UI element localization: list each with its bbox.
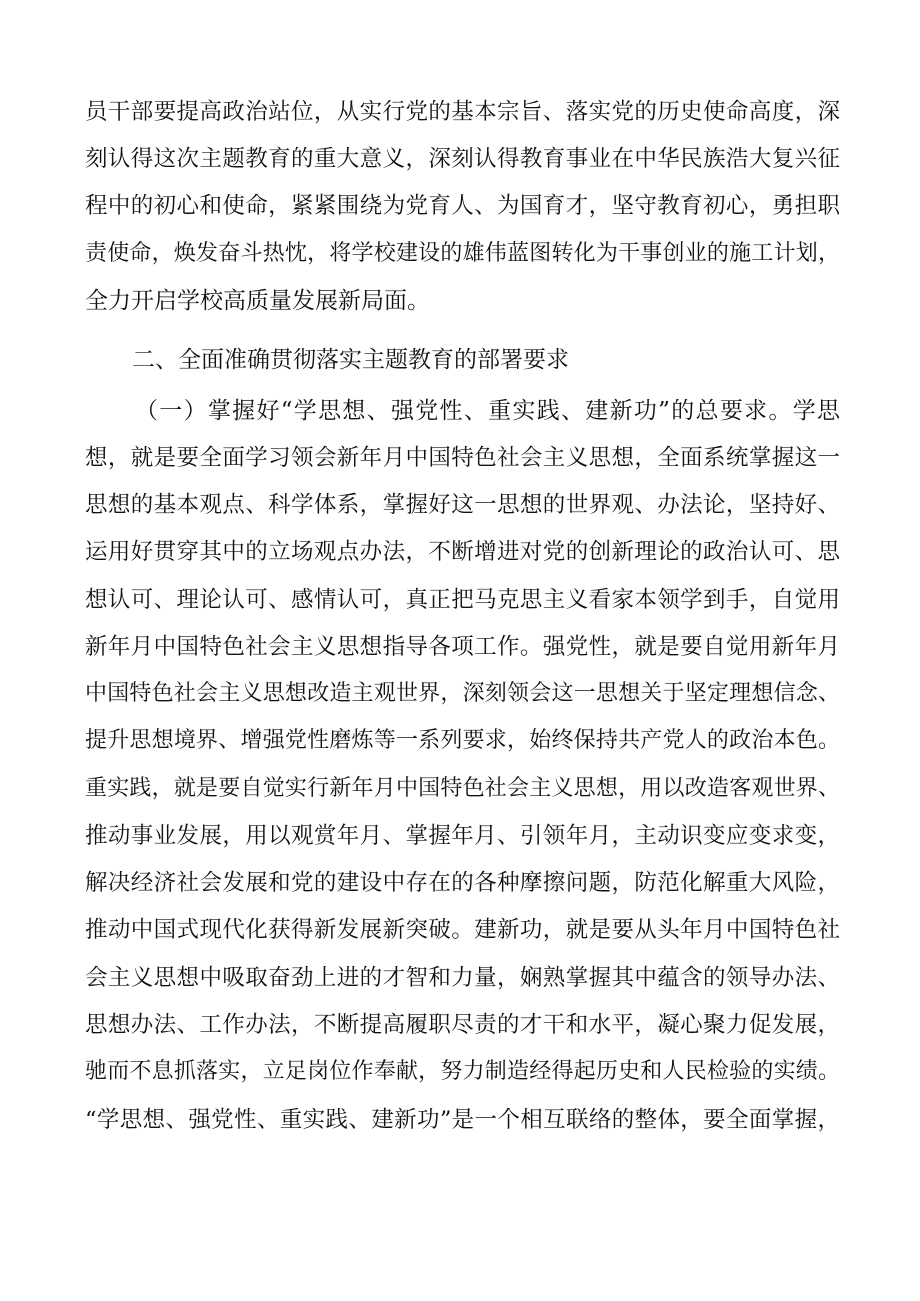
paragraph-2-line-12: 推动中国式现代化获得新发展新突破。建新功，就是要从头年月中国特色社 — [85, 917, 840, 943]
paragraph-2-line-9: 重实践，就是要自觉实行新年月中国特色社会主义思想，用以改造客观世界、 — [85, 776, 840, 801]
paragraph-1-line-5: 全力开启学校高质量发展新局面。 — [85, 288, 430, 314]
paragraph-2-line-7: 中国特色社会主义思想改造主观世界，深刻领会这一思想关于坚定理想信念、 — [85, 681, 840, 706]
paragraph-1-line-1: 员干部要提高政治站位，从实行党的基本宗旨、落实党的历史使命高度，深 — [85, 99, 840, 125]
paragraph-1-line-2: 刻认得这次主题教育的重大意义，深刻认得教育事业在中华民族浩大复兴征 — [85, 146, 840, 172]
paragraph-2-line-10: 推动事业发展，用以观赏年月、掌握年月、引领年月，主动识变应变求变， — [85, 823, 840, 849]
paragraph-2-line-6: 新年月中国特色社会主义思想指导各项工作。强党性，就是要自觉用新年月 — [85, 634, 840, 660]
paragraph-2-line-11: 解决经济社会发展和党的建设中存在的各种摩擦问题，防范化解重大风险， — [85, 870, 840, 896]
paragraph-2-line-15: 驰而不息抓落实，立足岗位作奉献，努力制造经得起历史和人民检验的实绩。 — [85, 1059, 840, 1084]
paragraph-2-line-14: 思想办法、工作办法，不断提高履职尽责的才干和水平，凝心聚力促发展， — [85, 1012, 840, 1038]
paragraph-2-line-8: 提升思想境界、增强党性磨炼等一系列要求，始终保持共产党人的政治本色。 — [85, 728, 840, 753]
paragraph-2-line-13: 会主义思想中吸取奋劲上进的才智和力量，娴熟掌握其中蕴含的领导办法、 — [85, 965, 840, 991]
section-heading: 二、全面准确贯彻落实主题教育的部署要求 — [132, 347, 569, 373]
paragraph-2-line-16: “学思想、强党性、重实践、建新功”是一个相互联络的整体，要全面掌握， — [85, 1107, 840, 1133]
paragraph-1-line-4: 责使命，焕发奋斗热忱，将学校建设的雄伟蓝图转化为干事创业的施工计划， — [85, 241, 840, 266]
paragraph-2-line-3: 思想的基本观点、科学体系，掌握好这一思想的世界观、办法论，坚持好、 — [85, 492, 840, 518]
paragraph-2-line-5: 想认可、理论认可、感情认可，真正把马克思主义看家本领学到手，自觉用 — [85, 587, 840, 613]
paragraph-2-line-2: 想，就是要全面学习领会新年月中国特色社会主义思想，全面系统掌握这一 — [85, 445, 840, 471]
paragraph-2-line-4: 运用好贯穿其中的立场观点办法，不断增进对党的创新理论的政治认可、思 — [85, 539, 840, 565]
paragraph-2-line-1: （一）掌握好“学思想、强党性、重实践、建新功”的总要求。学思 — [135, 398, 840, 424]
paragraph-1-line-3: 程中的初心和使命，紧紧围绕为党育人、为国育才，坚守教育初心，勇担职 — [85, 193, 840, 219]
